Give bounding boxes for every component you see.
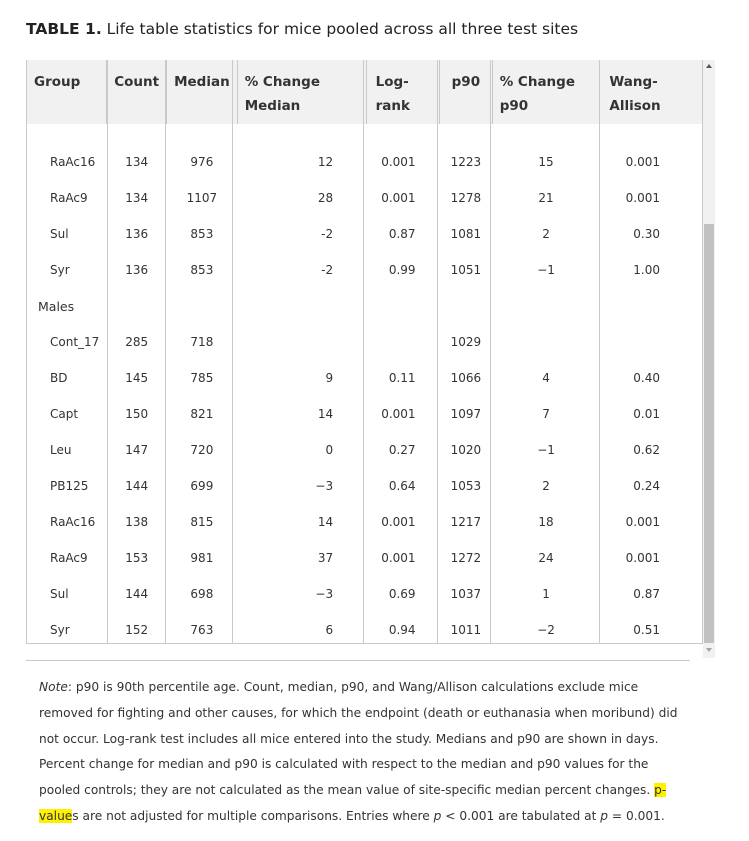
cell-p90: 1081	[450, 227, 482, 241]
cell-wang-allison: 0.001	[625, 191, 660, 205]
cell-group: RaAc9	[50, 551, 88, 565]
cell-change-p90: 15	[538, 155, 554, 169]
cell-log-rank: 0.69	[388, 587, 416, 601]
cell-p90: 1051	[450, 263, 482, 277]
cell-p90: 1066	[450, 371, 482, 385]
cell-wang-allison: 0.40	[633, 371, 660, 385]
cell-p90: 1272	[450, 551, 482, 565]
cell-count: 136	[125, 263, 149, 277]
table-note: Note: p90 is 90th percentile age. Count, median, p90, and Wang/Allison calculations exclude mice removed for fighting and other causes, for which the endpoint (death or euthanasia when moribund) did not occur. Log-rank test includes all mice entered into the study. Medians and p90 are shown in days. Percent change for median and p90 is calculated with respect to the median and p90 values for the pooled controls; they are not calculated as the mean value of site-specific median percent changes. p-values are not adjusted for multiple comparisons. Entries where p < 0.001 are tabulated at p = 0.001.	[26, 660, 690, 841]
cell-log-rank: 0.94	[388, 623, 416, 637]
cell-change-median: 6	[325, 623, 334, 637]
cell-p90: 1278	[450, 191, 482, 205]
cell-change-p90: −1	[537, 263, 555, 277]
table-row	[27, 504, 702, 540]
table-label: TABLE 1.	[26, 20, 102, 38]
cell-wang-allison: 0.001	[625, 551, 660, 565]
cell-change-p90: −1	[537, 443, 555, 457]
vertical-scrollbar[interactable]	[703, 60, 715, 658]
cell-median: 763	[190, 623, 214, 637]
cell-median: 699	[190, 479, 214, 493]
cell-median: 718	[190, 335, 214, 349]
note-label: Note	[39, 680, 68, 694]
cell-group: Sul	[50, 587, 69, 601]
cell-log-rank: 0.001	[381, 407, 416, 421]
cell-change-median: −3	[315, 587, 334, 601]
cell-group: PB125	[50, 479, 89, 493]
cell-median: 698	[190, 587, 214, 601]
table-row	[27, 612, 702, 644]
table-row	[27, 360, 702, 396]
header-p90: p90	[440, 60, 493, 124]
cell-group: Syr	[50, 623, 70, 637]
table-row	[27, 216, 702, 252]
cell-count: 153	[125, 551, 149, 565]
column-divider	[165, 60, 166, 643]
table-row	[27, 396, 702, 432]
cell-group: Syr	[50, 263, 70, 277]
search-highlight: p-value	[39, 783, 667, 823]
cell-count: 144	[125, 479, 149, 493]
table-row	[27, 180, 702, 216]
cell-change-p90: −2	[537, 623, 555, 637]
cell-p90: 1097	[450, 407, 482, 421]
column-divider	[363, 60, 364, 643]
cell-median: 853	[190, 263, 214, 277]
cell-log-rank: 0.001	[381, 515, 416, 529]
cell-log-rank: 0.001	[381, 191, 416, 205]
cell-p90: 1217	[450, 515, 482, 529]
header-group: Group	[27, 60, 107, 124]
header-log-rank: Log- rank	[366, 60, 439, 124]
cell-wang-allison: 0.001	[625, 515, 660, 529]
cell-median: 785	[190, 371, 214, 385]
column-divider	[437, 60, 438, 643]
table-row	[27, 324, 702, 360]
cell-median: 720	[190, 443, 214, 457]
table-caption: Life table statistics for mice pooled across all three test sites	[106, 20, 579, 38]
cell-wang-allison: 0.51	[633, 623, 660, 637]
cell-median: 853	[190, 227, 214, 241]
cell-change-p90: 7	[542, 407, 550, 421]
cell-change-median: 12	[317, 155, 334, 169]
cell-change-median: 28	[317, 191, 334, 205]
cell-change-median: 14	[317, 515, 334, 529]
table-row	[27, 540, 702, 576]
column-divider	[490, 60, 491, 643]
cell-p90: 1223	[450, 155, 482, 169]
cell-count: 134	[125, 155, 149, 169]
cell-change-median	[237, 324, 366, 360]
cell-change-median: 37	[317, 551, 334, 565]
cell-group: Sul	[50, 227, 69, 241]
life-table	[27, 60, 702, 644]
cell-wang-allison: 0.24	[633, 479, 660, 493]
cell-count: 152	[125, 623, 149, 637]
cell-group: RaAc16	[50, 155, 96, 169]
header-wang-allison: Wang- Allison	[600, 60, 702, 124]
cell-count: 147	[125, 443, 149, 457]
cell-log-rank: 0.11	[388, 371, 416, 385]
cell-change-p90: 24	[538, 551, 554, 565]
cell-log-rank: 0.001	[381, 155, 416, 169]
cell-change-p90: 2	[542, 227, 550, 241]
cell-wang-allison: 0.01	[633, 407, 660, 421]
cell-group: Cont_17	[50, 335, 100, 349]
cell-change-p90: 2	[542, 479, 550, 493]
column-divider	[599, 60, 600, 643]
scroll-up-arrow-icon[interactable]	[706, 64, 712, 68]
cell-count: 285	[125, 335, 149, 349]
cell-p90: 1037	[450, 587, 482, 601]
section-row	[27, 288, 702, 324]
cell-wang-allison: 1.00	[633, 263, 660, 277]
cell-median: 1107	[186, 191, 218, 205]
cell-change-median: 14	[317, 407, 334, 421]
cell-change-median: -2	[321, 227, 334, 241]
table-title	[26, 20, 578, 38]
cell-change-p90: 1	[542, 587, 550, 601]
cell-log-rank: 0.87	[388, 227, 416, 241]
cell-change-median: −3	[315, 479, 334, 493]
cell-group: RaAc16	[50, 515, 96, 529]
cell-group: RaAc9	[50, 191, 88, 205]
header-count: Count	[107, 60, 167, 124]
column-divider	[232, 60, 233, 643]
table-body	[27, 124, 702, 644]
cell-wang-allison: 0.87	[633, 587, 660, 601]
cell-change-median: -2	[321, 263, 334, 277]
cell-change-p90: 4	[542, 371, 550, 385]
cell-wang-allison: 0.30	[633, 227, 660, 241]
table-row	[27, 468, 702, 504]
cell-p90: 1053	[450, 479, 482, 493]
cell-log-rank: 0.27	[388, 443, 416, 457]
cell-count: 144	[125, 587, 149, 601]
cell-median: 976	[190, 155, 214, 169]
column-divider	[107, 60, 108, 643]
scroll-down-arrow-icon[interactable]	[706, 648, 712, 652]
scrollbar-thumb[interactable]	[704, 224, 714, 643]
cell-group: BD	[50, 371, 68, 385]
cell-change-p90	[492, 324, 600, 360]
cell-group: Leu	[50, 443, 72, 457]
cell-group: Capt	[50, 407, 79, 421]
cell-log-rank	[366, 324, 439, 360]
cell-count: 138	[125, 515, 149, 529]
table-row	[27, 576, 702, 612]
header-change-median: % Change Median	[237, 60, 366, 124]
cell-wang-allison: 0.62	[633, 443, 660, 457]
cell-p90: 1029	[450, 335, 482, 349]
header-median: Median	[167, 60, 238, 124]
cell-wang-allison: 0.001	[625, 155, 660, 169]
cell-median: 981	[190, 551, 214, 565]
cell-log-rank: 0.64	[388, 479, 416, 493]
cell-p90: 1011	[450, 623, 482, 637]
cell-p90: 1020	[450, 443, 482, 457]
cell-count: 150	[125, 407, 149, 421]
table-scroll-area[interactable]	[26, 60, 703, 644]
cell-median: 815	[190, 515, 214, 529]
cell-log-rank: 0.99	[388, 263, 416, 277]
note-text: : p90 is 90th percentile age. Count, median, p90, and Wang/Allison calculations exclude mice removed for fighting and other causes, for which the endpoint (death or euthanasia when moribund) did not occur. Log-rank test includes all mice entered into the study. Medians and p90 are shown in days. Percent change for median and p90 is calculated with respect to the median and p90 values for the pooled controls; they are not calculated as the mean value of site-specific median percent changes.	[39, 680, 678, 798]
section-label: Males	[38, 298, 75, 314]
cell-count: 134	[125, 191, 149, 205]
table-header-row	[27, 60, 702, 124]
table-row	[27, 252, 702, 288]
cell-count: 136	[125, 227, 149, 241]
cell-change-p90: 21	[538, 191, 554, 205]
header-change-p90: % Change p90	[492, 60, 600, 124]
cell-median: 821	[190, 407, 214, 421]
cell-log-rank: 0.001	[381, 551, 416, 565]
cell-change-median: 0	[325, 443, 334, 457]
cell-change-p90: 18	[538, 515, 554, 529]
cell-wang-allison	[600, 324, 702, 360]
cell-change-median: 9	[325, 371, 334, 385]
cell-count: 145	[125, 371, 149, 385]
table-row	[27, 432, 702, 468]
table-row	[27, 124, 702, 180]
